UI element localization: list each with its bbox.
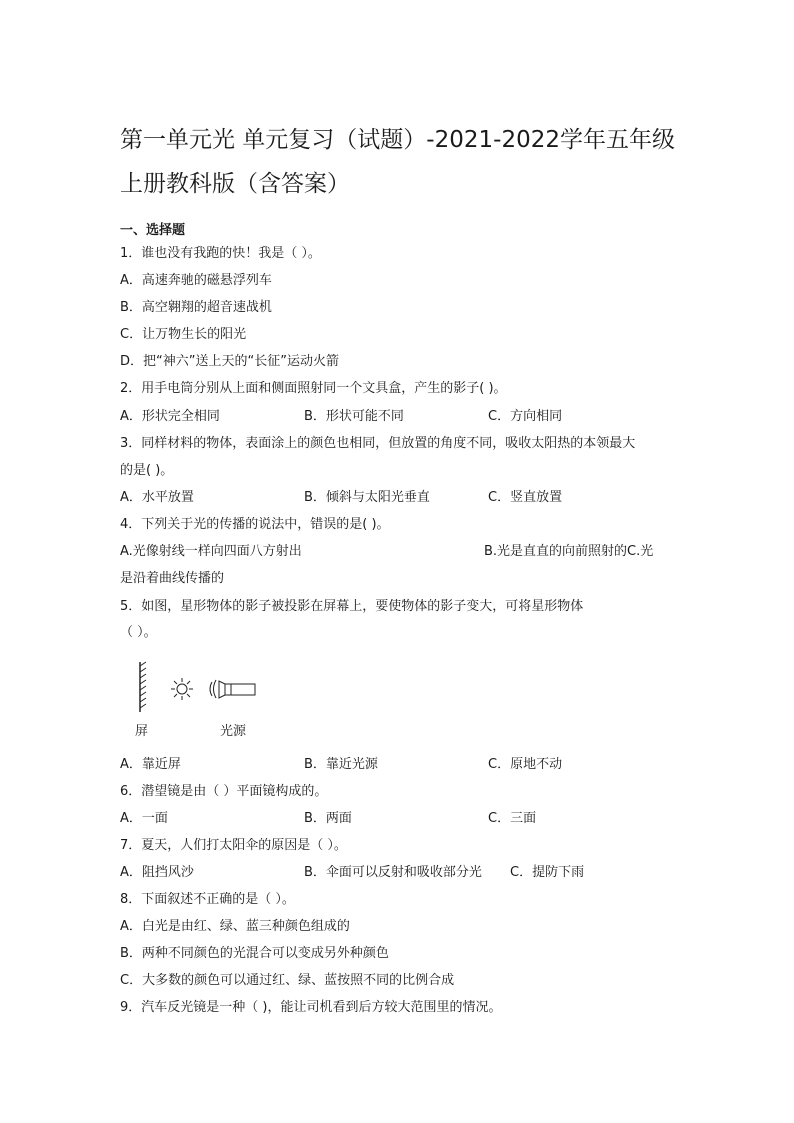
question-5-stem-line-1: 5．如图，星形物体的影子被投影在屏幕上，要使物体的影子变大，可将星形物体 (120, 599, 584, 614)
shadow-diagram (125, 660, 285, 740)
question-6-option-b: B．两面 (304, 811, 352, 826)
question-3-option-b: B．倾斜与太阳光垂直 (304, 490, 430, 505)
question-3-options (120, 488, 680, 508)
question-3-option-a: A．水平放置 (120, 490, 194, 505)
shadow-diagram-svg (125, 660, 285, 740)
question-2-option-c: C．方向相同 (488, 409, 563, 424)
star-object-icon (171, 678, 193, 700)
question-4-option-b: B.光是直直的向前照射的C.光 (484, 544, 654, 559)
question-8-option-b: B．两种不同颜色的光混合可以变成另外种颜色 (120, 946, 389, 961)
question-5-option-b: B．靠近光源 (304, 757, 378, 772)
question-7-option-a: A．阻挡风沙 (120, 865, 194, 880)
question-1-option-b: B．高空翱翔的超音速战机 (120, 300, 272, 315)
question-7-option-c: C．提防下雨 (510, 865, 585, 880)
question-1-option-c: C．让万物生长的阳光 (120, 327, 247, 342)
question-6-option-a: A．一面 (120, 811, 168, 826)
question-1-option-d: D．把“神六”送上天的“长征”运动火箭 (120, 354, 339, 369)
flashlight-icon (210, 680, 255, 698)
question-8-option-c: C．大多数的颜色可以通过红、绿、蓝按照不同的比例合成 (120, 973, 455, 988)
question-4-option-a: A.光像射线一样向四面八方射出 (120, 544, 302, 559)
question-6-option-c: C．三面 (488, 811, 537, 826)
question-3-stem-line-2: 的是( )。 (120, 463, 174, 478)
question-7-stem: 7．夏天，人们打太阳伞的原因是（ ）。 (120, 838, 347, 853)
question-2-option-a: A．形状完全相同 (120, 409, 220, 424)
section-heading: 一、选择题 (120, 223, 186, 238)
question-2-options (120, 407, 680, 427)
question-4-options (120, 542, 680, 562)
question-4-option-c: 是沿着曲线传播的 (120, 571, 225, 586)
screen-label: 屏 (135, 724, 149, 739)
page-title: 第一单元光 单元复习（试题）-2021-2022学年五年级上册教科版（含答案） (120, 127, 675, 197)
question-5-option-c: C．原地不动 (488, 757, 563, 772)
question-2-stem: 2．用手电筒分别从上面和侧面照射同一个文具盒，产生的影子( )。 (120, 381, 507, 396)
question-6-stem: 6．潜望镜是由（ ）平面镜构成的。 (120, 784, 328, 799)
screen-hatching (140, 662, 146, 708)
question-5-stem-line-2: （ ）。 (120, 625, 157, 640)
question-1-stem: 1．谁也没有我跑的快！我是（ ）。 (120, 246, 321, 261)
question-7-options (120, 863, 680, 883)
question-3-option-c: C．竖直放置 (488, 490, 563, 505)
question-2-option-b: B．形状可能不同 (304, 409, 404, 424)
question-8-stem: 8．下面叙述不正确的是（ ）。 (120, 892, 295, 907)
question-7-option-b: B．伞面可以反射和吸收部分光 (304, 865, 482, 880)
question-4-stem: 4．下列关于光的传播的说法中，错误的是( )。 (120, 517, 390, 532)
question-1-option-a: A．高速奔驰的磁悬浮列车 (120, 273, 272, 288)
question-3-stem-line-1: 3．同样材料的物体，表面涂上的颜色也相同，但放置的角度不同，吸收太阳热的本领最大 (120, 436, 636, 451)
question-5-options (120, 755, 680, 775)
question-5-option-a: A．靠近屏 (120, 757, 181, 772)
question-9-stem: 9．汽车反光镜是一种（ )，能让司机看到后方较大范围里的情况。 (120, 1000, 502, 1015)
question-6-options (120, 809, 680, 829)
light-source-label: 光源 (220, 724, 247, 739)
question-8-option-a: A．白光是由红、绿、蓝三种颜色组成的 (120, 919, 350, 934)
